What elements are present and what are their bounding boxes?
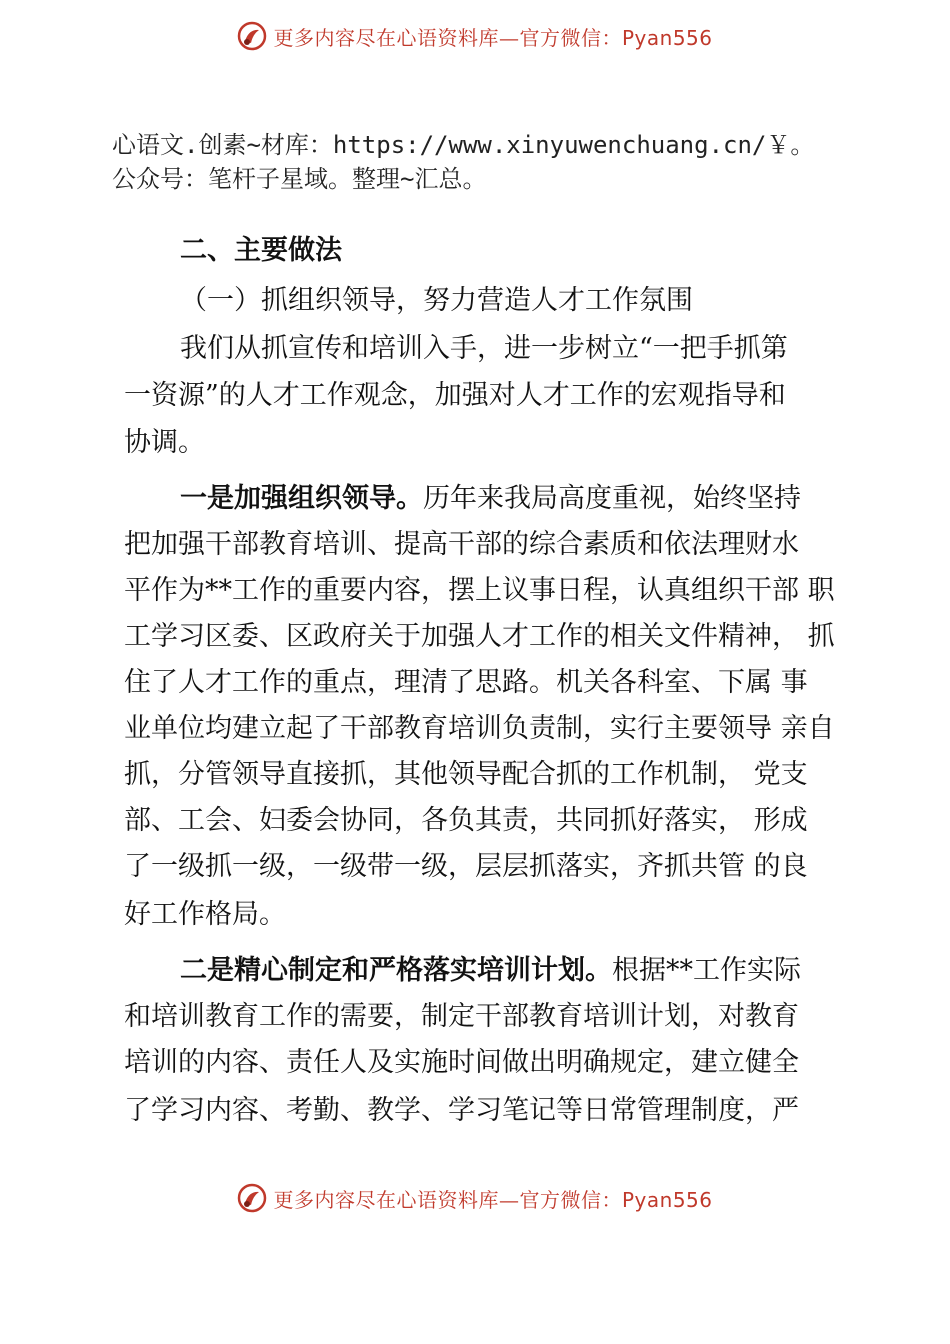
banner-text: 更多内容尽在心语资料库—官方微信：Pyan556 [273, 25, 713, 50]
body-line: 一资源”的人才工作观念，加强对人才工作的宏观指导和 [124, 380, 786, 411]
body-line: 我们从抓宣传和培训入手，进一步树立“一把手抓第 [180, 333, 788, 364]
paragraph-lead: 二是精心制定和严格落实培训计划。 [180, 955, 612, 986]
wechat-id: Pyan556 [621, 1187, 713, 1212]
footer-banner [0, 1178, 950, 1218]
header-banner [0, 16, 950, 56]
body-line: 把加强干部教育培训、提高干部的综合素质和依法理财水 [124, 529, 799, 560]
body-line: 培训的内容、责任人及实施时间做出明确规定，建立健全 [124, 1047, 799, 1078]
banner-text: 更多内容尽在心语资料库—官方微信：Pyan556 [273, 1187, 713, 1212]
body-line: 协调。 [124, 427, 205, 458]
subheading: （一）抓组织领导，努力营造人才工作氛围 [180, 285, 693, 316]
paragraph-first-line: 二是精心制定和严格落实培训计划。根据**工作实际 [180, 955, 801, 986]
body-line: 部、工会、妇委会协同，各负其责，共同抓好落实， 形成 [124, 805, 808, 836]
source-note [112, 128, 902, 196]
paragraph-lead: 一是加强组织领导。 [180, 483, 423, 514]
body-line: 了学习内容、考勤、教学、学习笔记等日常管理制度，严 [124, 1095, 799, 1126]
source-line: 心语文.创素~材库：https://www.xinyuwenchuang.cn/￥。 [112, 131, 815, 159]
body-line: 好工作格局。 [124, 899, 286, 930]
paragraph-first-line: 一是加强组织领导。历年来我局高度重视，始终坚持 [180, 483, 801, 514]
logo-icon [237, 21, 267, 51]
body-line: 了一级抓一级，一级带一级，层层抓落实，齐抓共管 的良 [124, 851, 808, 882]
wechat-id: Pyan556 [621, 25, 713, 50]
body-line: 工学习区委、区政府关于加强人才工作的相关文件精神， 抓 [124, 621, 835, 652]
body-line: 和培训教育工作的需要，制定干部教育培训计划，对教育 [124, 1001, 799, 1032]
body-line: 抓，分管领导直接抓，其他领导配合抓的工作机制， 党支 [124, 759, 808, 790]
body-line: 平作为**工作的重要内容，摆上议事日程，认真组织干部 职 [124, 575, 835, 606]
body-line: 住了人才工作的重点，理清了思路。机关各科室、下属 事 [124, 667, 808, 698]
source-line: 公众号：笔杆子星域。整理~汇总。 [112, 165, 487, 193]
section-heading: 二、主要做法 [180, 235, 342, 266]
logo-icon [237, 1183, 267, 1213]
body-line: 业单位均建立起了干部教育培训负责制，实行主要领导 亲自 [124, 713, 835, 744]
